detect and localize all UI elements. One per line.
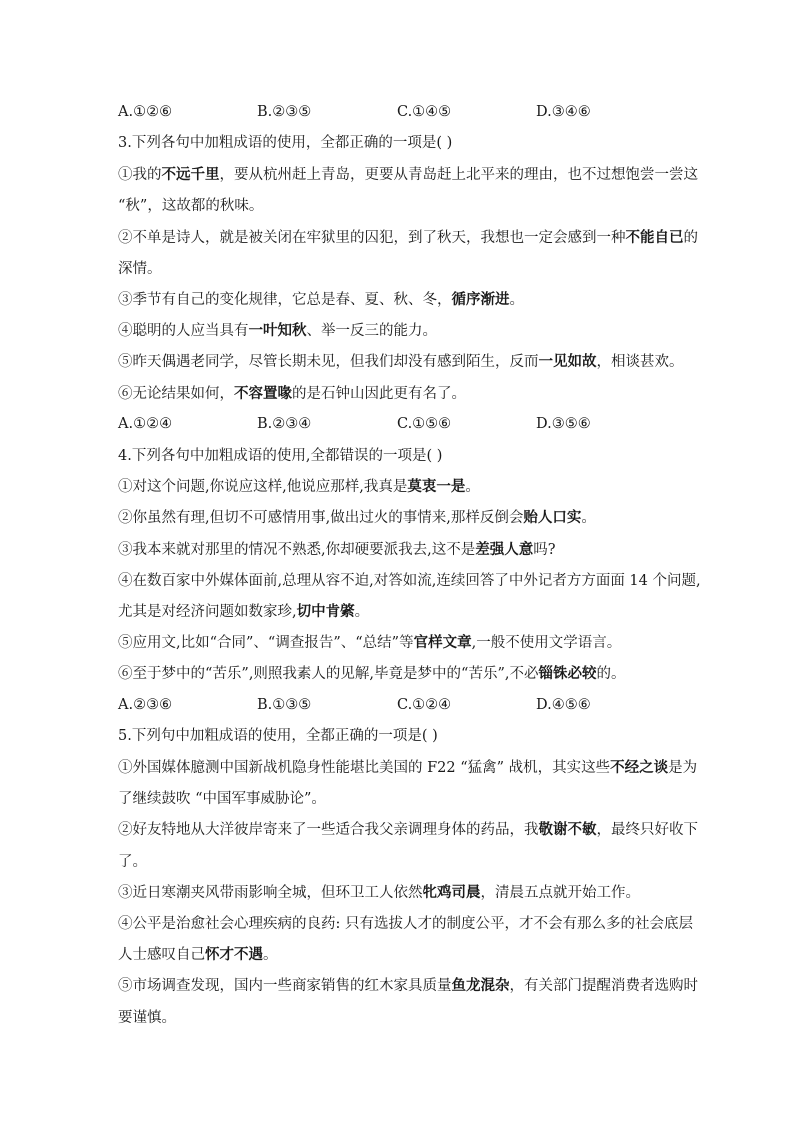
bold-idiom: 差强人意 (475, 541, 534, 558)
q3-sentence-2 (118, 229, 698, 247)
q5-sentence-3 (118, 884, 640, 902)
sentence-text: ③我本来就对那里的情况不熟悉,你却硬要派我去,这不是 (118, 542, 476, 558)
q3-option-d: D.③⑤⑥ (536, 416, 591, 432)
sentence-text: 的。 (596, 666, 626, 682)
sentence-text: ⑥至于梦中的“苦乐”,则照我素人的见解,毕竟是梦中的“苦乐”,不必 (118, 666, 539, 682)
q2-option-a: A.①②⑥ (118, 104, 173, 120)
bold-idiom: 一叶知秋 (248, 322, 307, 339)
sentence-text: ，有关部门提醒消费者选购时 (509, 978, 698, 994)
sentence-text: 是为 (668, 760, 698, 776)
sentence-text: ,一般不使用文学语言。 (471, 635, 622, 651)
bold-idiom: 循序渐进 (451, 291, 510, 308)
bold-idiom: 锱铢必较 (538, 665, 597, 682)
q3-sentence-1-cont: “秋”，这故都的秋味。 (118, 198, 264, 214)
q2-option-b: B.②③⑤ (257, 104, 312, 120)
q4-sentence-1 (118, 478, 480, 496)
q4-sentence-2 (118, 509, 596, 527)
sentence-text: ⑤昨天偶遇老同学，尽管长期未见，但我们却没有感到陌生，反而 (118, 354, 539, 370)
sentence-text: 。 (581, 510, 596, 526)
bold-idiom: 切中肯綮 (296, 603, 355, 620)
bold-idiom: 怀才不遇 (205, 946, 263, 963)
sentence-text: 尤其是对经济问题如数家珍, (118, 604, 297, 620)
q3-sentence-1 (118, 166, 698, 184)
sentence-text: 的是石钟山因此更有名了。 (292, 386, 466, 402)
sentence-text: ①外国媒体臆测中国新战机隐身性能堪比美国的 F22 “猛禽” 战机，其实这些 (118, 760, 611, 776)
q4-sentence-4: ④在数百家中外媒体面前,总理从容不迫,对答如流,连续回答了中外记者方方面面 14 个问题, (118, 573, 701, 589)
q3-sentence-4 (118, 322, 437, 340)
q5-sentence-1 (118, 759, 697, 777)
bold-idiom: 不经之谈 (610, 759, 669, 776)
q4-title: 4.下列各句中加粗成语的使用,全都错误的一项是( ) (118, 448, 443, 464)
sentence-text: 。 (509, 292, 524, 308)
bold-idiom: 不远千里 (161, 166, 220, 183)
q5-title: 5.下列句中加粗成语的使用，全都正确的一项是( ) (118, 728, 438, 744)
q5-sentence-5 (118, 977, 698, 995)
sentence-text: 、举一反三的能力。 (306, 323, 437, 339)
sentence-text: ，最终只好收下 (596, 822, 698, 838)
sentence-text: 。 (465, 479, 480, 495)
bold-idiom: 牝鸡司晨 (422, 884, 481, 901)
q4-sentence-4-cont (118, 603, 369, 621)
q4-option-c: C.①②④ (397, 697, 452, 713)
q3-sentence-5 (118, 353, 684, 371)
q4-option-d: D.④⑤⑥ (536, 697, 591, 713)
sentence-text: ②你虽然有理,但切不可感情用事,做出过火的事情来,那样反倒会 (118, 510, 524, 526)
bold-idiom: 敬谢不敏 (538, 821, 597, 838)
q4-option-b: B.①③⑤ (257, 697, 312, 713)
bold-idiom: 鱼龙混杂 (451, 977, 510, 994)
sentence-text: ⑤应用文,比如“合同”、“调查报告”、“总结”等 (118, 635, 414, 651)
bold-idiom: 莫衷一是 (407, 478, 466, 495)
sentence-text: 。 (263, 947, 278, 963)
sentence-text: ，相谈甚欢。 (596, 354, 684, 370)
bold-idiom: 不容置喙 (234, 385, 292, 402)
sentence-text: 吗? (533, 542, 556, 558)
q3-sentence-6 (118, 385, 466, 403)
sentence-text: ②好友特地从大洋彼岸寄来了一些适合我父亲调理身体的药品，我 (118, 822, 539, 838)
bold-idiom: 一见如故 (538, 353, 597, 370)
sentence-text: ④聪明的人应当具有 (118, 323, 249, 339)
sentence-text: ，要从杭州赶上青岛，更要从青岛赶上北平来的理由，也不过想饱尝一尝这 (219, 167, 698, 183)
q3-option-b: B.②③④ (257, 416, 312, 432)
q3-option-a: A.①②④ (118, 416, 173, 432)
q4-sentence-6 (118, 665, 625, 683)
q2-option-d: D.③④⑥ (536, 104, 591, 120)
q4-option-a: A.②③⑥ (118, 697, 173, 713)
sentence-text: ②不单是诗人，就是被关闭在牢狱里的囚犯，到了秋天，我想也一定会感到一种 (118, 230, 626, 246)
q5-sentence-5-cont: 要谨慎。 (118, 1010, 176, 1026)
sentence-text: 人士感叹自己 (118, 947, 205, 963)
sentence-text: ③近日寒潮夹风带雨影响全城，但环卫工人依然 (118, 885, 423, 901)
bold-idiom: 贻人口实 (523, 509, 582, 526)
bold-idiom: 不能自已 (625, 229, 684, 246)
q5-sentence-4: ④公平是治愈社会心理疾病的良药: 只有选拔人才的制度公平，才不会有那么多的社会底层 (118, 916, 693, 932)
q5-sentence-1-cont: 了继续鼓吹 “中国军事威胁论”。 (118, 791, 326, 807)
q5-sentence-2-cont: 了。 (118, 854, 147, 870)
q3-sentence-3 (118, 291, 524, 309)
sentence-text: ⑥无论结果如何， (118, 386, 234, 402)
q5-sentence-4-cont (118, 946, 278, 964)
sentence-text: 。 (354, 604, 370, 620)
sentence-text: 的 (683, 230, 698, 246)
q5-sentence-2 (118, 821, 698, 839)
sentence-text: ①对这个问题,你说应这样,他说应那样,我真是 (118, 479, 408, 495)
sentence-text: ①我的 (118, 167, 162, 183)
sentence-text: ，清晨五点就开始工作。 (480, 885, 640, 901)
q2-option-c: C.①④⑤ (397, 104, 452, 120)
bold-idiom: 官样文章 (413, 634, 472, 651)
sentence-text: ③季节有自己的变化规律，它总是春、夏、秋、冬， (118, 292, 452, 308)
q3-title: 3.下列各句中加粗成语的使用，全都正确的一项是( ) (118, 135, 453, 151)
q4-sentence-3 (118, 541, 556, 559)
q3-option-c: C.①⑤⑥ (397, 416, 452, 432)
sentence-text: ⑤市场调查发现，国内一些商家销售的红木家具质量 (118, 978, 452, 994)
q3-sentence-2-cont: 深情。 (118, 261, 162, 277)
q4-sentence-5 (118, 634, 621, 652)
